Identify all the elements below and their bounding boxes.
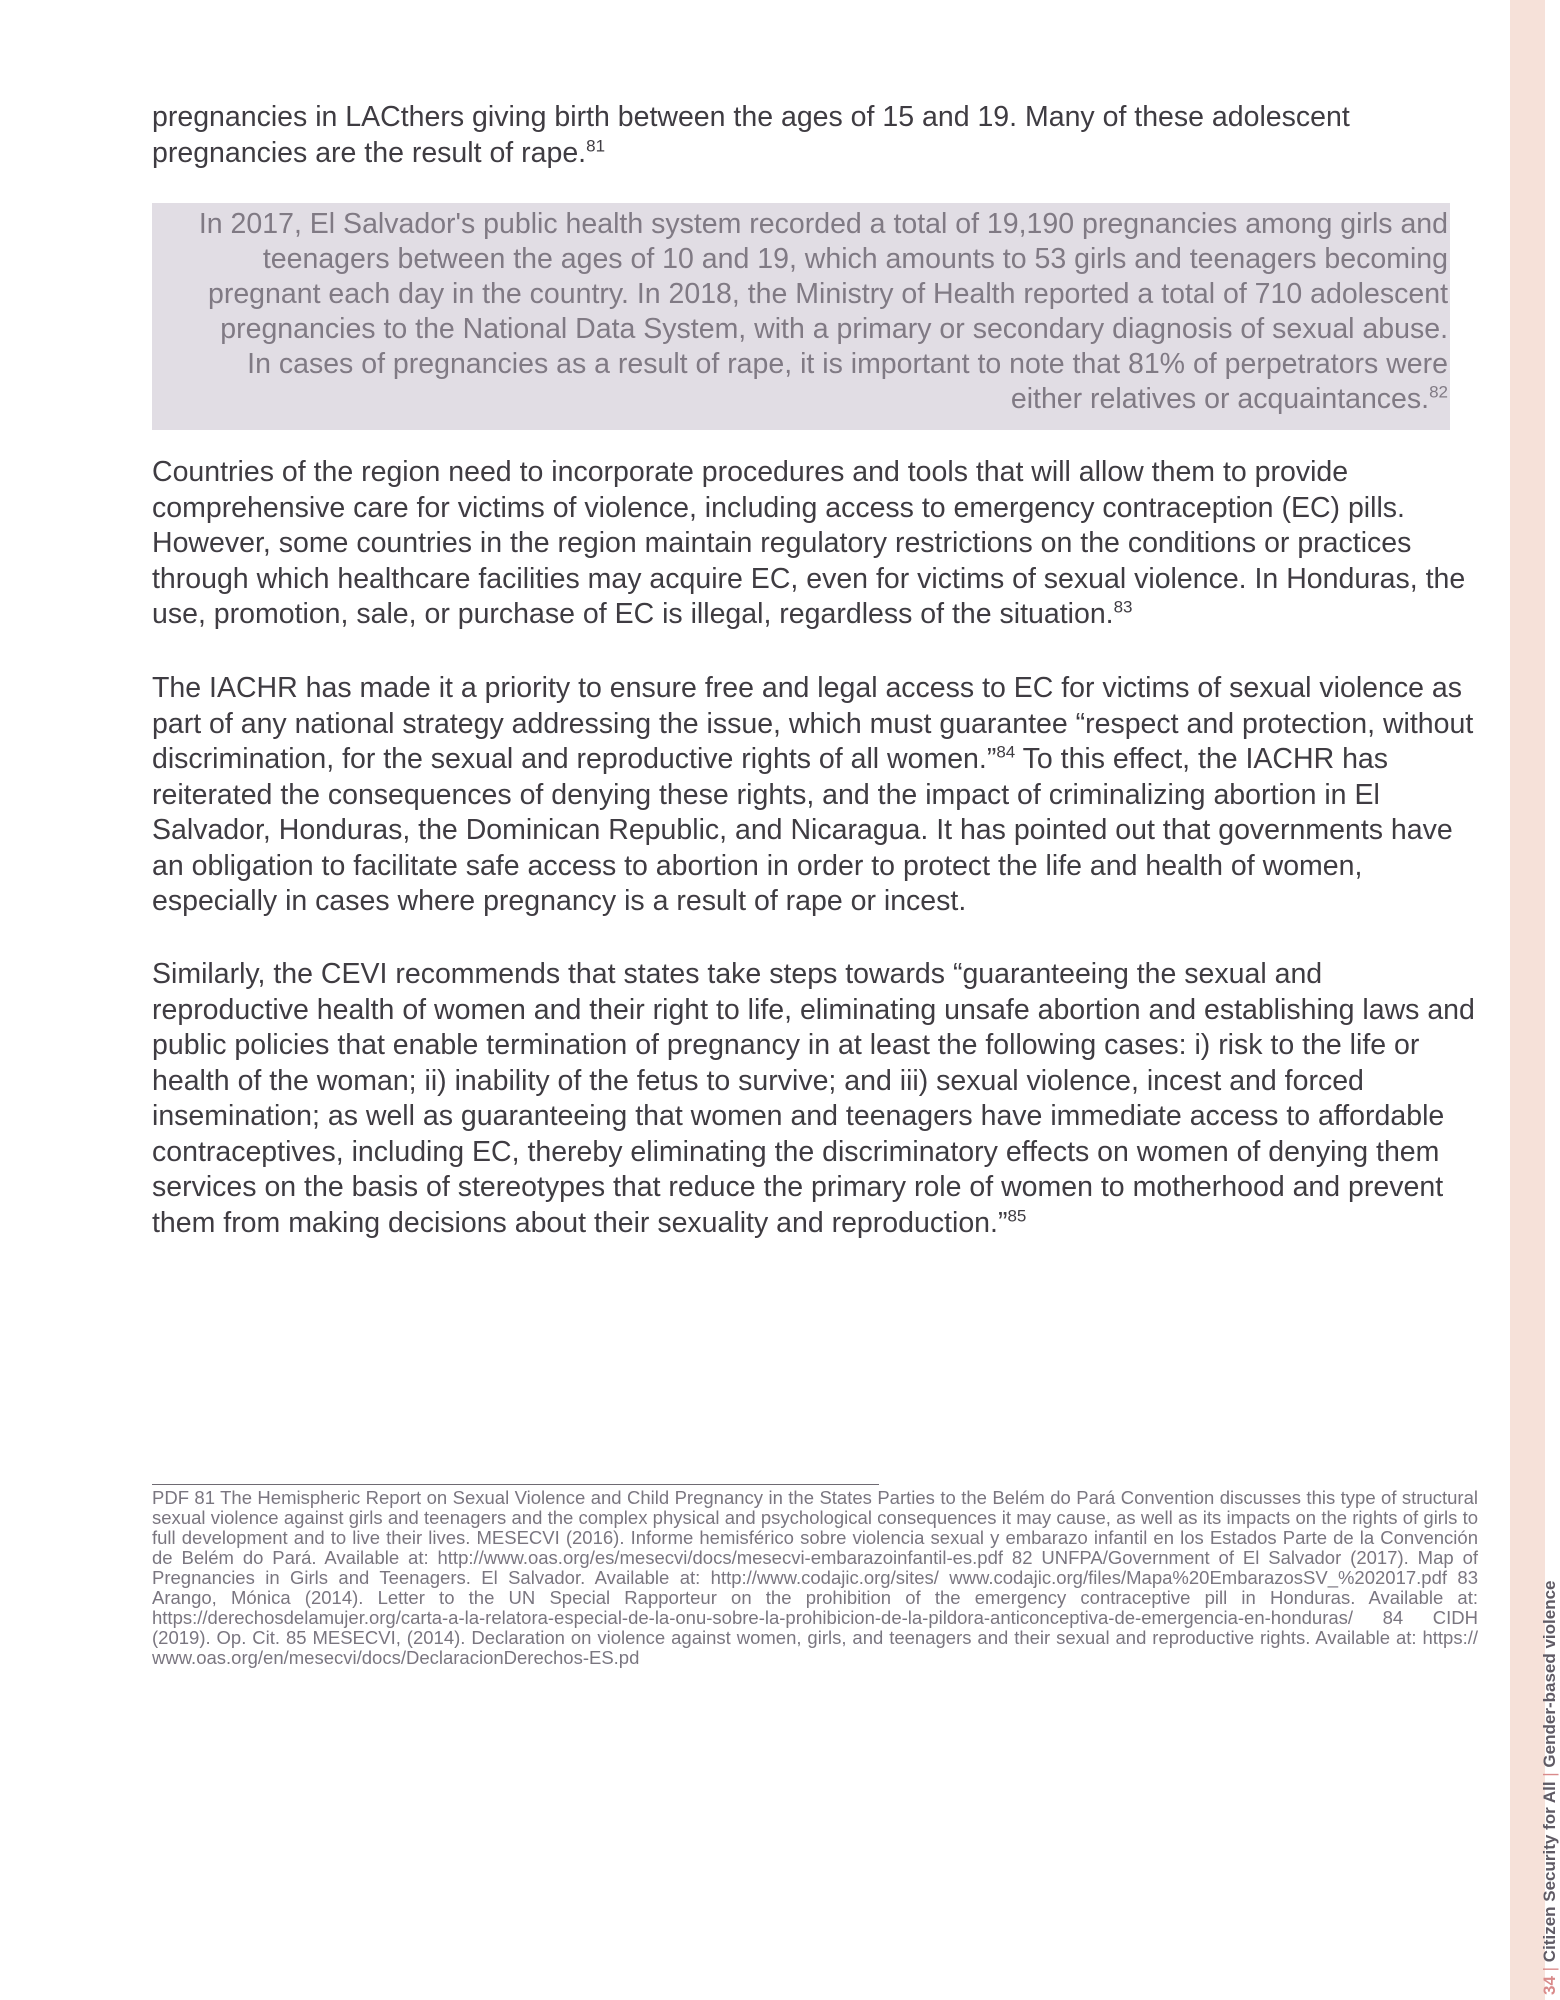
footer-separator-2: | xyxy=(1540,1772,1559,1777)
footnote-ref-85[interactable]: 85 xyxy=(1007,1206,1027,1225)
page-number: 34 xyxy=(1540,1976,1559,1995)
running-footer xyxy=(1540,1580,1560,1995)
paragraph3-text-a: The IACHR has made it a priority to ensure free and legal access to EC for victims of sexual violence as part of any national strategy addressing the issue, which must guarantee “respect and protection, without discrimination, for the sexual and reproductive rights of all women.” xyxy=(152,672,1474,775)
footnotes-text: PDF 81 The Hemispheric Report on Sexual Violence and Child Pregnancy in the States Parties to the Belém do Pará Convention discusses this type of structural sexual violence against girls and teenagers and the complex physical and psychological consequences it may cause, as well as its impacts on the rights of girls to full development and to live their lives. MESECVI (2016). Informe hemisférico sobre violencia sexual y embarazo infantil en los Estados Parte de la Convención de Belém do Pará. Available at: http://www.oas.org/es/mesecvi/docs/mesecvi-embarazoinfantil-es.pdf 82 UNFPA/Government of El Salvador (2017). Map of Pregnancies in Girls and Teenagers. El Salvador. Available at: http://www.codajic.org/sites/ www.codajic.org/files/Mapa%20EmbarazosSV_%202017.pdf 83 Arango, Mónica (2014). Letter to the UN Special Rapporteur on the prohibition of the emergency contraceptive pill in Honduras. Available at: https://derechosdelamujer.org/carta-a-la-relatora-especial-de-la-onu-sobre-la-prohibicion-de-la-pildora-anticonceptiva-de-emergencia-en-honduras/ 84 CIDH (2019). Op. Cit. 85 MESECVI, (2014). Declaration on violence against women, girls, and teenagers and their sexual and reproductive rights. Available at: https:// www.oas.org/en/mesecvi/docs/DeclaracionDerechos-ES.pd xyxy=(152,1487,1478,1668)
publication-title: Citizen Security for All xyxy=(1540,1781,1559,1963)
footnote-ref-82[interactable]: 82 xyxy=(1429,382,1448,402)
section-title: Gender-based violence xyxy=(1540,1580,1559,1768)
callout-text-block xyxy=(198,207,1448,417)
footnote-ref-81[interactable]: 81 xyxy=(586,136,606,155)
paragraph-iachr xyxy=(152,671,1478,920)
footnotes xyxy=(152,1488,1478,1668)
intro-text: pregnancies in LACthers giving birth between the ages of 15 and 19. Many of these adolescent pregnancies are the result of rape. xyxy=(152,101,1350,169)
paragraph2-text: Countries of the region need to incorporate procedures and tools that will allow them to provide comprehensive care for victims of violence, including access to emergency contraception (EC) pills. However, some countries in the region maintain regulatory restrictions on the conditions or practices through which healthcare facilities may acquire EC, even for victims of sexual violence. In Honduras, the use, promotion, sale, or purchase of EC is illegal, regardless of the situation. xyxy=(152,456,1466,630)
paragraph-cevi xyxy=(152,957,1478,1241)
paragraph4-text: Similarly, the CEVI recommends that states take steps towards “guaranteeing the sexual and reproductive health of women and their right to life, eliminating unsafe abortion and establishing laws and public policies that enable termination of pregnancy in at least the following cases: i) risk to the life or health of the woman; ii) inability of the fetus to survive; and iii) sexual violence, incest and forced insemination; as well as guaranteeing that women and teenagers have immediate access to affordable contraceptives, including EC, thereby eliminating the discriminatory effects on women of denying them services on the basis of stereotypes that reduce the primary role of women to motherhood and prevent them from making decisions about their sexuality and reproduction.” xyxy=(152,958,1475,1239)
footnote-ref-84[interactable]: 84 xyxy=(996,742,1016,762)
footnote-divider xyxy=(152,1484,879,1485)
intro-paragraph xyxy=(152,100,1478,171)
footnote-ref-83[interactable]: 83 xyxy=(1113,597,1133,617)
callout-text: In 2017, El Salvador's public health system recorded a total of 19,190 pregnancies among girls and teenagers between the ages of 10 and 19, which amounts to 53 girls and teenagers becoming pregnant each day in the country. In 2018, the Ministry of Health reported a total of 710 adolescent pregnancies to the National Data System, with a primary or secondary diagnosis of sexual abuse. In cases of pregnancies as a result of rape, it is important to note that 81% of perpetrators were either relatives or acquaintances. xyxy=(198,208,1448,415)
footer-separator: | xyxy=(1540,1966,1559,1972)
paragraph3-text-b: To this effect, the IACHR has reiterated the consequences of denying these rights, and the impact of criminalizing abortion in El Salvador, Honduras, the Dominican Republic, and Nicaragua. It has pointed out that governments have an obligation to facilitate safe access to abortion in order to protect the life and health of women, especially in cases where pregnancy is a result of rape or incest. xyxy=(152,743,1453,917)
paragraph-emergency-contraception xyxy=(152,455,1478,633)
